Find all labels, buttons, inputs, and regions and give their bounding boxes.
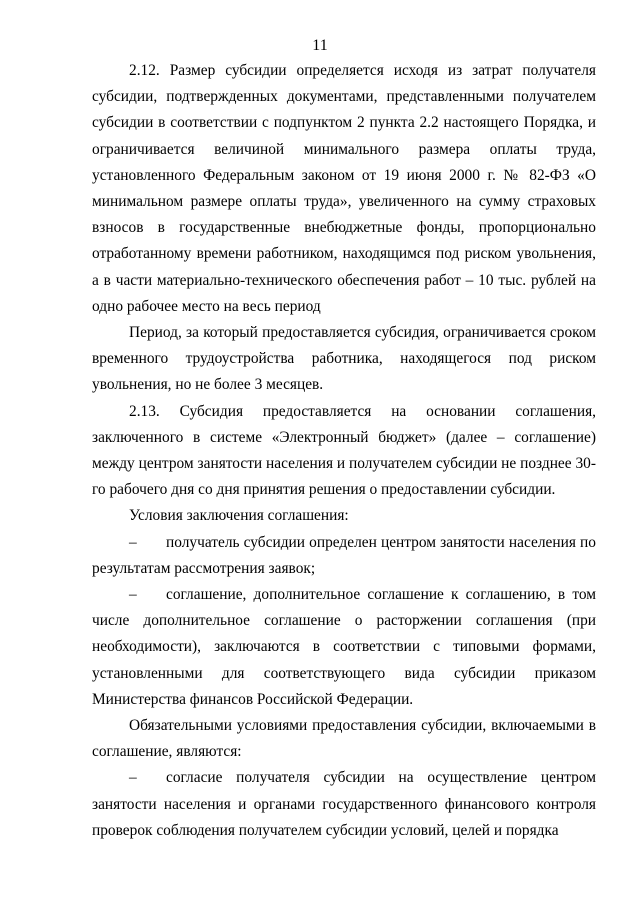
list-item-text: получатель субсидии определен центром занятости населения по результатам рассмотрения заявок; (92, 533, 596, 577)
paragraph-2-12: 2.12. Размер субсидии определяется исходя из затрат получателя субсидии, подтвержденных документами, представленными получателем субсидии в соответствии с подпунктом 2 пункта 2.2 настоящего Порядка, и ограничивается величиной минимального размера оплаты труда, установленного Федеральным законом от 19 июня 2000 г. № 82-ФЗ «О минимальном размере оплаты труда», увеличенного на сумму страховых взносов в государственные внебюджетные фонды, пропорционально отработанному времени работником, находящимся под риском увольнения, а в части материально-технического обеспечения работ – 10 тыс. рублей на одно рабочее место на весь период (92, 62, 596, 315)
paragraph-2-13: 2.13. Субсидия предоставляется на основании соглашения, заключенного в системе «Электронный бюджет» (далее – соглашение) между центром занятости населения и получателем субсидии не позднее 30-го рабочего дня со дня принятия решения о предоставлении субсидии. (92, 402, 596, 499)
dash-bullet: – (129, 586, 137, 604)
document-body (92, 58, 596, 844)
dash-bullet: – (129, 769, 137, 787)
list-item-text: согласие получателя субсидии на осуществление центром занятости населения и органами государственного финансового контроля проверок соблюдения получателем субсидии условий, целей и порядка (92, 769, 596, 839)
paragraph-mandatory-conditions: Обязательными условиями предоставления субсидии, включаемыми в соглашение, являются: (92, 717, 596, 761)
dash-bullet: – (129, 533, 137, 551)
paragraph-period: Период, за который предоставляется субсидия, ограничивается сроком временного трудоустройства работника, находящегося под риском увольнения, но не более 3 месяцев. (92, 324, 596, 394)
list-item-text: соглашение, дополнительное соглашение к соглашению, в том числе дополнительное соглашение о расторжении соглашения (при необходимости), заключаются в соответствии с типовыми формами, установленными для соответствующего вида субсидии приказом Министерства финансов Российской Федерации. (92, 586, 596, 708)
page-number: 11 (312, 37, 328, 54)
paragraph-agreement-conditions: Условия заключения соглашения: (129, 507, 349, 525)
list-item (92, 582, 596, 713)
list-item (92, 530, 596, 582)
list-item (92, 765, 596, 844)
